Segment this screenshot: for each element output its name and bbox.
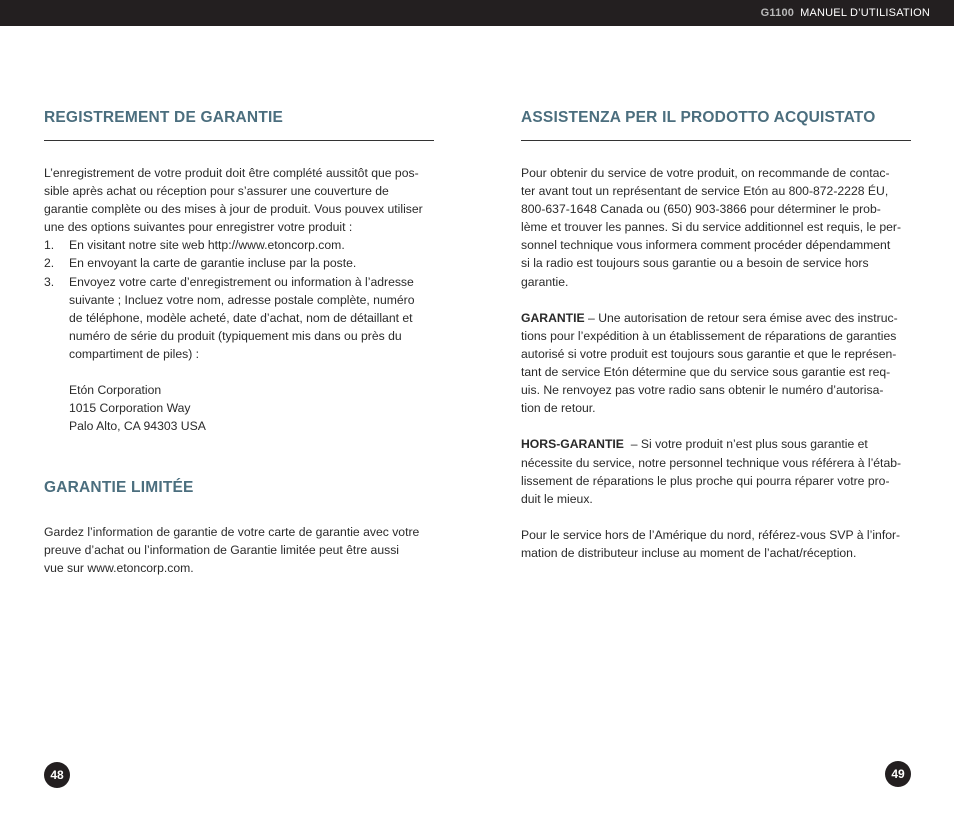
text-line: tant de service Etón détermine que du service sous garantie est req- bbox=[521, 365, 891, 380]
text-line: Gardez l’information de garantie de votre carte de garantie avec votre bbox=[44, 525, 420, 539]
list-item-1 bbox=[44, 236, 436, 254]
text-line: mation de distributeur incluse au moment de l’achat/réception. bbox=[521, 545, 857, 560]
text-line: lème et trouver les pannes. Si du service additionnel est requis, le per- bbox=[521, 220, 902, 235]
heading-rule bbox=[44, 140, 434, 141]
text-line: lissement de réparations le plus proche qui pourra réparer votre pro- bbox=[521, 473, 890, 488]
address-line: Palo Alto, CA 94303 USA bbox=[69, 419, 206, 434]
text-line: nécessite du service, notre personnel technique vous référera à l’étab- bbox=[521, 455, 902, 470]
text-line: 800-637-1648 Canada ou (650) 903-3866 pour déterminer le prob- bbox=[521, 202, 881, 217]
page-number-left: 48 bbox=[44, 762, 70, 788]
mailing-address bbox=[44, 381, 436, 435]
section-heading-registration: REGISTREMENT DE GARANTIE bbox=[44, 109, 284, 126]
registration-text bbox=[44, 164, 436, 435]
text-line: sonnel technique vous informera comment procéder dépendamment bbox=[521, 238, 891, 253]
model-name: G1100 bbox=[760, 7, 795, 19]
text-line: vue sur www.etoncorp.com. bbox=[44, 561, 194, 576]
text-line: tion de retour. bbox=[521, 401, 596, 416]
text-line bbox=[521, 309, 913, 327]
list-number: 3. bbox=[44, 274, 55, 289]
text-line: de téléphone, modèle acheté, date d’achat, nom de détaillant et bbox=[69, 310, 413, 325]
text-line: si la radio est toujours sous garantie ou a besoin de service hors bbox=[521, 256, 869, 271]
text-line: suivante ; Incluez votre nom, adresse postale complète, numéro bbox=[69, 292, 415, 307]
text-line: ter avant tout un représentant de service Etón au 800-872-2228 ÉU, bbox=[521, 184, 889, 199]
text-line: En envoyant la carte de garantie incluse par la poste. bbox=[69, 256, 357, 271]
text-line: Envoyez votre carte d’enregistrement ou information à l’adresse bbox=[69, 274, 414, 289]
text-span: – Une autorisation de retour sera émise avec des instruc- bbox=[584, 310, 898, 325]
text-line: garantie complète ou des mises à jour de produit. Vous pouvex utiliser bbox=[44, 202, 423, 217]
header-bar bbox=[0, 0, 954, 26]
text-line: une des options suivantes pour enregistrer votre produit : bbox=[44, 220, 353, 235]
running-header bbox=[761, 7, 930, 19]
text-line: duit le mieux. bbox=[521, 491, 593, 506]
text-line: tions pour l’expédition à un établissement de réparations de garanties bbox=[521, 328, 897, 343]
limited-warranty-text bbox=[44, 523, 436, 577]
text-line: numéro de série du produit (typiquement mis dans ou près du bbox=[69, 328, 402, 343]
text-line: garantie. bbox=[521, 274, 569, 289]
text-line: Pour obtenir du service de votre produit, on recommande de contac- bbox=[521, 166, 890, 180]
section-heading-limited-warranty: GARANTIE LIMITÉE bbox=[44, 479, 194, 496]
text-line: compartiment de piles) : bbox=[69, 346, 200, 361]
heading-rule bbox=[521, 140, 911, 141]
text-line: uis. Ne renvoyez pas votre radio sans obtenir le numéro d’autorisa- bbox=[521, 383, 884, 398]
list-item-2 bbox=[44, 254, 436, 272]
out-of-warranty-label: HORS-GARANTIE bbox=[521, 437, 624, 452]
text-line: L’enregistrement de votre produit doit être complété aussitôt que pos- bbox=[44, 166, 419, 180]
warranty-label: GARANTIE bbox=[521, 310, 585, 325]
list-item-3 bbox=[44, 273, 436, 363]
address-line: Etón Corporation bbox=[69, 383, 162, 398]
text-line bbox=[521, 435, 913, 453]
text-line: sible après achat ou réception pour s’assurer une couverture de bbox=[44, 184, 389, 199]
text-line: En visitant notre site web http://www.etoncorp.com. bbox=[69, 238, 345, 253]
list-number: 2. bbox=[44, 256, 55, 271]
text-span: – Si votre produit n’est plus sous garantie et bbox=[623, 437, 868, 452]
support-text bbox=[521, 164, 913, 562]
page-number-right: 49 bbox=[885, 761, 911, 787]
manual-title: MANUEL D’UTILISATION bbox=[800, 7, 930, 19]
text-line: preuve d’achat ou l’information de Garantie limitée peut être aussi bbox=[44, 543, 399, 558]
section-heading-product-support: ASSISTENZA PER IL PRODOTTO ACQUISTATO bbox=[521, 109, 876, 126]
list-number: 1. bbox=[44, 238, 55, 253]
address-line: 1015 Corporation Way bbox=[69, 401, 191, 416]
text-line: Pour le service hors de l’Amérique du nord, référez-vous SVP à l’infor- bbox=[521, 527, 901, 542]
text-line: autorisé si votre produit est toujours sous garantie et que le représen- bbox=[521, 346, 897, 361]
